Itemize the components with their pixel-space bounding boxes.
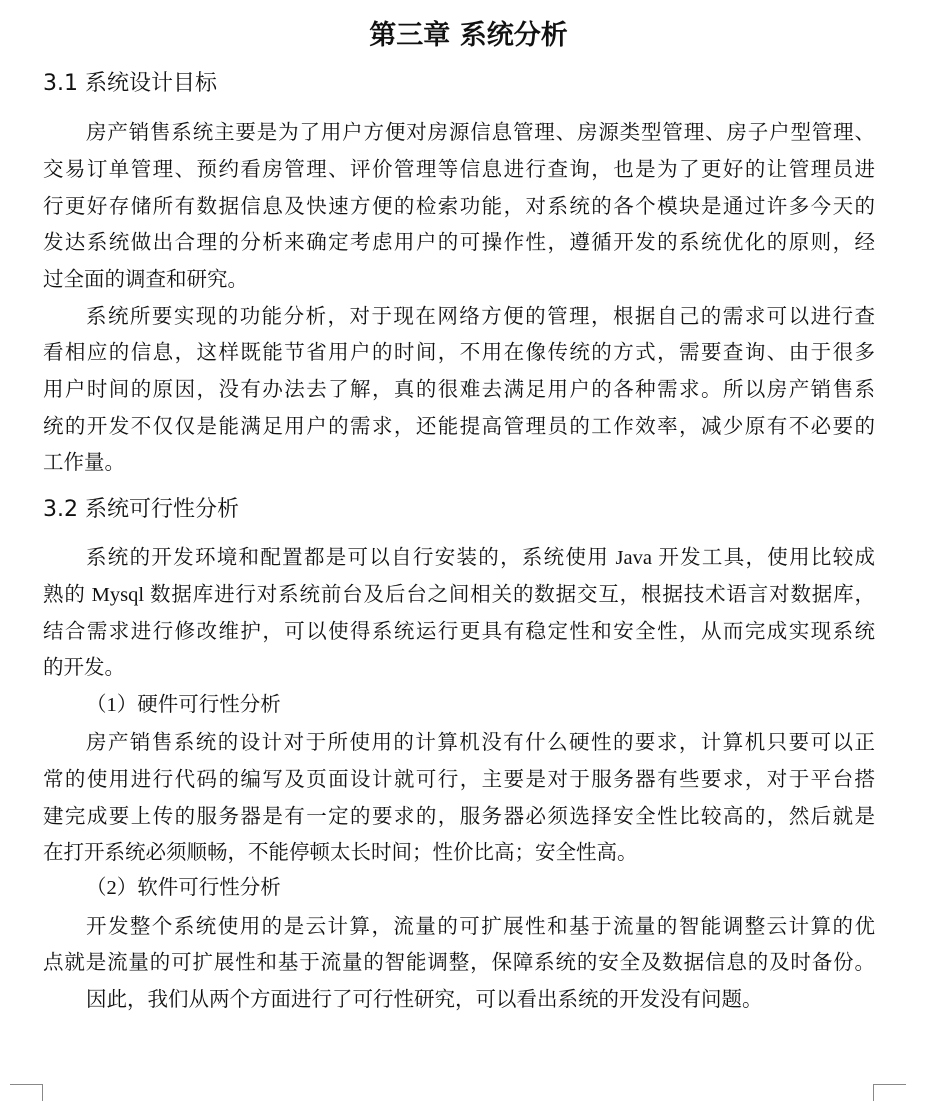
text-line: （2）软件可行性分析 [86,877,281,899]
text-line: 的开发。 [43,657,125,679]
text-line: 行更好存储所有数据信息及快速方便的检索功能，对系统的各个模块是通过许多今天的 [43,196,875,218]
chapter-title: 第三章 系统分析 [369,20,568,51]
text-line: 统的开发不仅仅是能满足用户的需求，还能提高管理员的工作效率，减少原有不必要的 [43,416,875,438]
page-corner-mark-right [873,1084,906,1101]
section-heading-3-1: 3.1 系统设计目标 [43,71,217,96]
text-line: 房产销售系统主要是为了用户方便对房源信息管理、房源类型管理、房子户型管理、 [86,122,875,144]
text-line: 建完成要上传的服务器是有一定的要求的，服务器必须选择安全性比较高的，然后就是 [43,806,875,828]
text-line: 熟的 Mysql 数据库进行对系统前台及后台之间相关的数据交互，根据技术语言对数据库， [43,584,875,606]
text-line: 发达系统做出合理的分析来确定考虑用户的可操作性，遵循开发的系统优化的原则，经 [43,232,875,254]
text-line: （1）硬件可行性分析 [86,694,281,716]
text-line: 点就是流量的可扩展性和基于流量的智能调整，保障系统的安全及数据信息的及时备份。 [43,952,875,974]
text-line: 因此，我们从两个方面进行了可行性研究，可以看出系统的开发没有问题。 [86,989,763,1011]
text-line: 系统所要实现的功能分析，对于现在网络方便的管理，根据自己的需求可以进行查 [86,306,875,328]
text-line: 过全面的调查和研究。 [43,269,248,291]
text-line: 交易订单管理、预约看房管理、评价管理等信息进行查询，也是为了更好的让管理员进 [43,159,875,181]
text-line: 房产销售系统的设计对于所使用的计算机没有什么硬性的要求，计算机只要可以正 [86,732,875,754]
text-line: 看相应的信息，这样既能节省用户的时间，不用在像传统的方式，需要查询、由于很多 [43,342,875,364]
text-line: 系统的开发环境和配置都是可以自行安装的，系统使用 Java 开发工具，使用比较成 [86,547,875,569]
text-line: 工作量。 [43,452,125,474]
text-line: 结合需求进行修改维护，可以使得系统运行更具有稳定性和安全性，从而完成实现系统 [43,621,875,643]
text-line: 在打开系统必须顺畅，不能停顿太长时间；性价比高；安全性高。 [43,842,638,864]
page-corner-mark-left [10,1084,43,1101]
section-heading-3-2: 3.2 系统可行性分析 [43,497,239,522]
text-line: 用户时间的原因，没有办法去了解，真的很难去满足用户的各种需求。所以房产销售系 [43,379,875,401]
text-line: 开发整个系统使用的是云计算，流量的可扩展性和基于流量的智能调整云计算的优 [86,916,875,938]
text-line: 常的使用进行代码的编写及页面设计就可行，主要是对于服务器有些要求，对于平台搭 [43,769,875,791]
